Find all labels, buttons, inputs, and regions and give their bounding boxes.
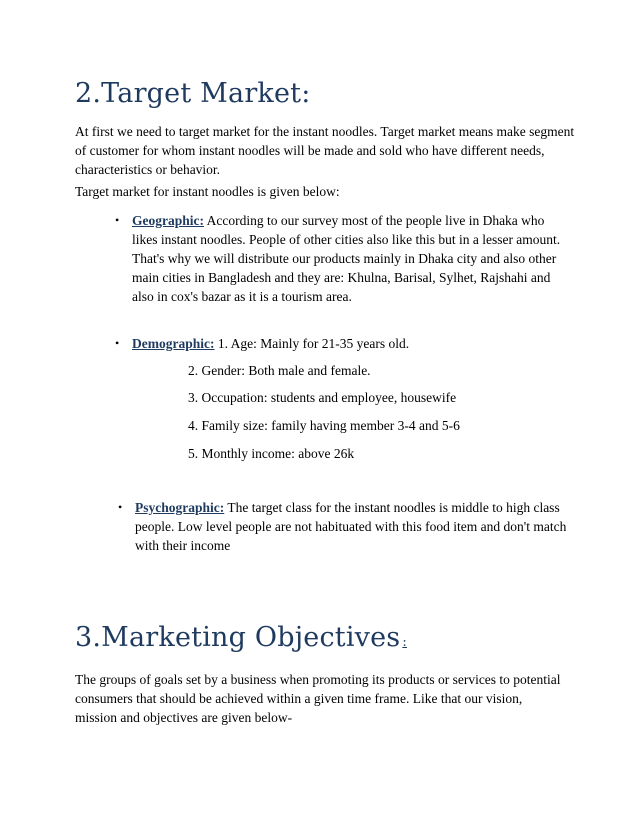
bullet-text-geographic: According to our survey most of the people live in Dhaka who likes instant noodles. People of other cities also like this but in a lesser amount. That's why we will distribute our products mainly in Dhaka city and also other main cities in Bangladesh and they are: Khulna, Barisal, Sylhet, Rajshahi and also in cox's bazar as it is a tourism area. [132, 213, 561, 304]
bullet-geographic [115, 211, 572, 306]
bullet-psychographic [118, 498, 575, 555]
bullet-text-demographic: 1. Age: Mainly for 21-35 years old. [214, 336, 410, 351]
bullet-label-geographic: Geographic: [132, 213, 204, 228]
demographic-item-gender: 2. Gender: Both male and female. [188, 363, 371, 378]
target-market-lead: Target market for instant noodles is given below: [75, 184, 340, 199]
bullet-dot: • [115, 336, 120, 350]
demographic-item-family-size: 4. Family size: family having member 3-4 and 5-6 [188, 418, 460, 433]
bullet-text-psychographic: The target class for the instant noodles is middle to high class people. Low level people are not habituated with this food item and don't match with their income [135, 500, 567, 553]
bullet-dot: • [115, 213, 120, 227]
bullet-label-psychographic: Psychographic: [135, 500, 225, 515]
heading-text: 3.Marketing Objectives [75, 622, 401, 653]
marketing-objectives-intro: The groups of goals set by a business when promoting its products or services to potential consumers that should be achieved within a given time frame. Like that our vision, mission and objectives are given below- [75, 672, 561, 725]
heading-colon: : [402, 635, 407, 650]
section-heading-target-market: 2.Target Market: [75, 78, 311, 109]
bullet-dot: • [118, 500, 123, 514]
demographic-item-occupation: 3. Occupation: students and employee, housewife [188, 390, 457, 405]
demographic-item-income: 5. Monthly income: above 26k [188, 446, 355, 461]
section-heading-marketing-objectives [75, 622, 407, 653]
bullet-demographic [115, 334, 572, 353]
bullet-label-demographic: Demographic: [132, 336, 215, 351]
target-market-intro: At first we need to target market for the instant noodles. Target market means make segment of customer for whom instant noodles will be made and sold who have different needs, characteristics or behavior. [75, 124, 575, 177]
